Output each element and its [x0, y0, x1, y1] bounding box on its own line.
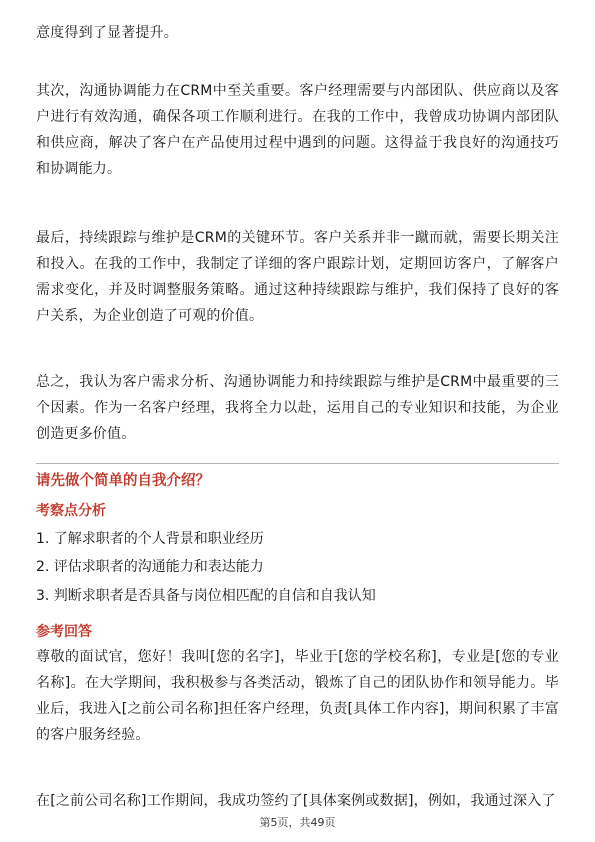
- paragraph-1: 意度得到了显著提升。: [36, 25, 178, 41]
- analysis-heading: 考察点分析: [36, 503, 106, 519]
- answer-paragraph-1: 尊敬的面试官，您好！我叫[您的名字]，毕业于[您的学校名称]，专业是[您的专业名称]。在大学期间，我积极参与各类活动，锻炼了自己的团队协作和领导能力。毕业后，我进入[之前公司名称]担任客户经理，负责[具体工作内容]，期间积累了丰富的客户服务经验。: [36, 649, 559, 743]
- paragraph-2: 其次，沟通协调能力在CRM中至关重要。客户经理需要与内部团队、供应商以及客户进行有效沟通，确保各项工作顺利进行。在我的工作中，我曾成功协调内部团队和供应商，解决了客户在产品使用过程中遇到的问题。这得益于我良好的沟通技巧和协调能力。: [36, 83, 559, 177]
- analysis-item-3: 3. 判断求职者是否具备与岗位相匹配的自信和自我认知: [36, 588, 376, 604]
- question-heading: 请先做个简单的自我介绍？: [36, 473, 210, 489]
- paragraph-3: 最后，持续跟踪与维护是CRM的关键环节。客户关系并非一蹴而就，需要长期关注和投入。在我的工作中，我制定了详细的客户跟踪计划，定期回访客户，了解客户需求变化，并及时调整服务策略。通过这种持续跟踪与维护，我们保持了良好的客户关系，为企业创造了可观的价值。: [36, 230, 559, 324]
- page-number-footer: 第5页，共49页: [259, 816, 336, 829]
- paragraph-4: 总之，我认为客户需求分析、沟通协调能力和持续跟踪与维护是CRM中最重要的三个因素。作为一名客户经理，我将全力以赴，运用自己的专业知识和技能，为企业创造更多价值。: [36, 374, 559, 442]
- section-divider: [36, 463, 559, 464]
- answer-paragraph-2: 在[之前公司名称]工作期间，我成功签约了[具体案例或数据]，例如，我通过深入了: [36, 793, 556, 809]
- answer-heading: 参考回答: [36, 624, 92, 640]
- analysis-item-1: 1. 了解求职者的个人背景和职业经历: [36, 531, 264, 547]
- analysis-item-2: 2. 评估求职者的沟通能力和表达能力: [36, 559, 264, 575]
